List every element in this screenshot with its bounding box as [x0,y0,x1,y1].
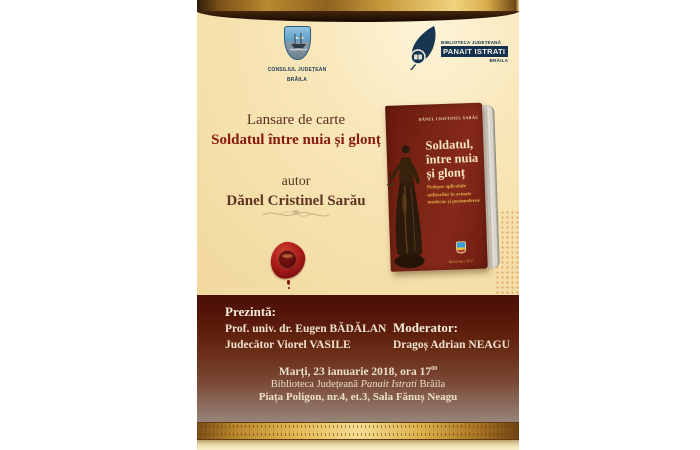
library-logo-line3: BRĂILA [489,58,509,63]
presents-label: Prezintă: [225,304,277,319]
top-dark-swoosh [197,11,519,22]
quill-feather-icon [404,25,440,71]
library-logo [404,25,508,71]
book-launch-poster [197,0,519,450]
ship-icon [287,30,310,58]
cover-subtitle: Pedepse aplicabile militarilor în armate moderne și postmoderne [426,184,481,206]
publisher-caption: București 2017 [448,258,475,264]
county-logo-line2: BRĂILA [286,76,308,83]
coat-of-arms-shield-icon [284,26,311,60]
moderator-column [393,320,510,352]
book-cover-image [385,102,501,275]
cover-title: Soldatul, între nuia și glonț [425,136,479,181]
library-logo-line2: PANAIT ISTRATI [441,46,508,57]
event-headline [197,112,395,210]
event-book-title: Soldatul între nuia și glonț [211,132,381,148]
author-name: Dănel Cristinel Sarău [226,193,366,209]
presenters-column [225,304,386,352]
date-superscript: 00 [431,366,438,373]
moderator-name: Dragoș Adrian NEAGU [393,339,510,351]
library-logo-line1: BIBLIOTECA JUDEȚEANĂ [441,40,502,45]
bottom-gold-ornament-band [197,422,519,440]
publisher-logo-icon [456,241,466,253]
library-logo-text [441,40,508,71]
county-logo-line1: CONSILIUL JUDEȚEAN [267,67,327,73]
publisher-block [442,240,481,264]
author-label: autor [281,174,311,189]
moderator-label: Moderator: [393,320,458,335]
event-venue: Biblioteca Județeană Panait Istrati Brăila [270,379,446,390]
event-date: Marți, 23 ianuarie 2018, ora $17^{00}$ [278,366,438,378]
book-front-cover [385,103,488,272]
flourish-ornament-icon [259,206,333,222]
presenters-section [197,295,519,422]
bottom-cream-strip [197,440,519,450]
justice-statue-icon [385,143,431,272]
wax-seal-icon [270,241,308,287]
event-details [197,366,519,403]
presenter-1: Prof. univ. dr. Eugen BĂDĂLAN [225,323,387,335]
cover-author: DĂNEL CRISTINEL SARĂU [418,114,479,122]
presenter-2: Judecător Viorel VASILE [225,339,351,352]
event-kicker: Lansare de carte [246,112,346,128]
county-council-logo [249,26,345,84]
event-address: Piața Poligon, nr.4, et.3, Sala Fănuș Neagu [258,391,458,403]
